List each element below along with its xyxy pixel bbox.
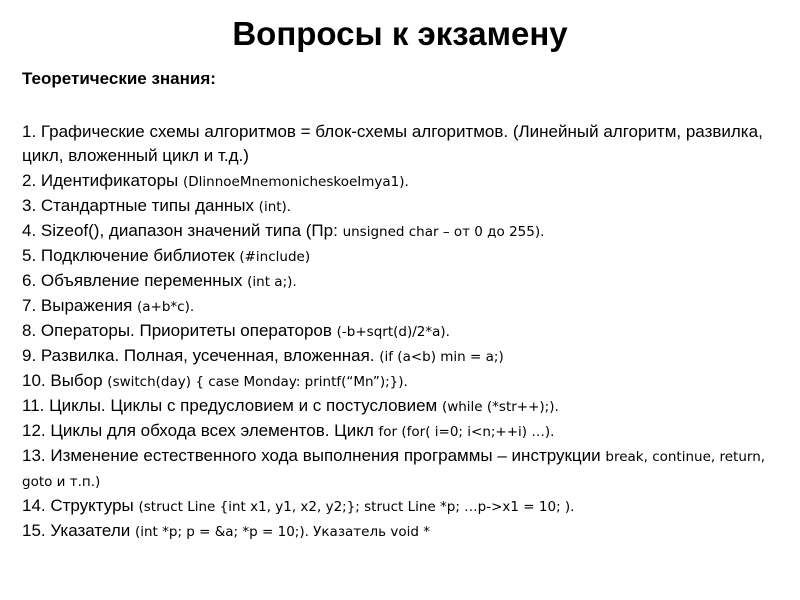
list-item (22, 120, 792, 169)
item-text: 14. Структуры (22, 496, 139, 515)
item-code: (int *p; p = &a; *p = 10;). Указатель void * (134, 524, 430, 540)
list-item (22, 344, 792, 369)
item-text: 7. Выражения (22, 296, 138, 315)
list-item (22, 294, 792, 319)
item-text: 13. Изменение естественного хода выполнения программы – инструкции (22, 446, 606, 465)
list-item (22, 444, 792, 494)
item-code: (a+b*c). (137, 299, 195, 315)
item-code: (int). (258, 199, 292, 215)
item-text: 9. Развилка. Полная, усеченная, вложенная. (22, 346, 380, 365)
list-item (22, 369, 792, 394)
item-text: 10. Выбор (22, 371, 108, 390)
item-text: 2. Идентификаторы (22, 171, 183, 190)
list-item (22, 219, 792, 244)
item-code: (switch(day) { case Monday: printf(“Mn”);}). (107, 374, 408, 390)
item-code: unsigned char – от 0 до 255). (342, 224, 545, 240)
item-code: (while (*str++);). (441, 399, 559, 415)
item-text: 8. Операторы. Приоритеты операторов (22, 321, 337, 340)
item-text: 1. Графические схемы алгоритмов = блок-схемы алгоритмов. (Линейный алгоритм, развилка, цикл, вложенный цикл и т.д.) (22, 122, 763, 165)
list-item (22, 269, 792, 294)
item-code: (struct Line {int x1, y1, x2, y2;}; struct Line *p; …p->x1 = 10; ). (138, 499, 575, 515)
item-text: 3. Стандартные типы данных (22, 196, 259, 215)
slide-title: Вопросы к экзамену (232, 15, 568, 52)
item-code: (if (a<b) min = a;) (379, 349, 504, 365)
list-item (22, 519, 792, 544)
item-code: (-b+sqrt(d)/2*a). (336, 324, 450, 340)
item-code: break, continue, return, goto и т.п.) (22, 449, 766, 490)
exam-question-list (22, 120, 792, 544)
section-subtitle: Теоретические знания: (22, 69, 216, 88)
list-item (22, 419, 792, 444)
list-item (22, 319, 792, 344)
item-code: (DlinnoeMnemonicheskoeImya1). (183, 174, 409, 190)
item-text: 5. Подключение библиотек (22, 246, 240, 265)
list-item (22, 244, 792, 269)
item-code: (#include) (239, 249, 311, 265)
item-text: 12. Циклы для обхода всех элементов. Цикл (22, 421, 379, 440)
list-item (22, 194, 792, 219)
item-text: 4. Sizeof(), диапазон значений типа (Пр: (22, 221, 343, 240)
item-code: (int a;). (247, 274, 297, 290)
item-code: for (for( i=0; i<n;++i) …). (378, 424, 555, 440)
item-text: 15. Указатели (22, 521, 135, 540)
list-item (22, 494, 792, 519)
item-text: 11. Циклы. Циклы с предусловием и с постусловием (22, 396, 442, 415)
item-text: 6. Объявление переменных (22, 271, 248, 290)
list-item (22, 394, 792, 419)
list-item (22, 169, 792, 194)
